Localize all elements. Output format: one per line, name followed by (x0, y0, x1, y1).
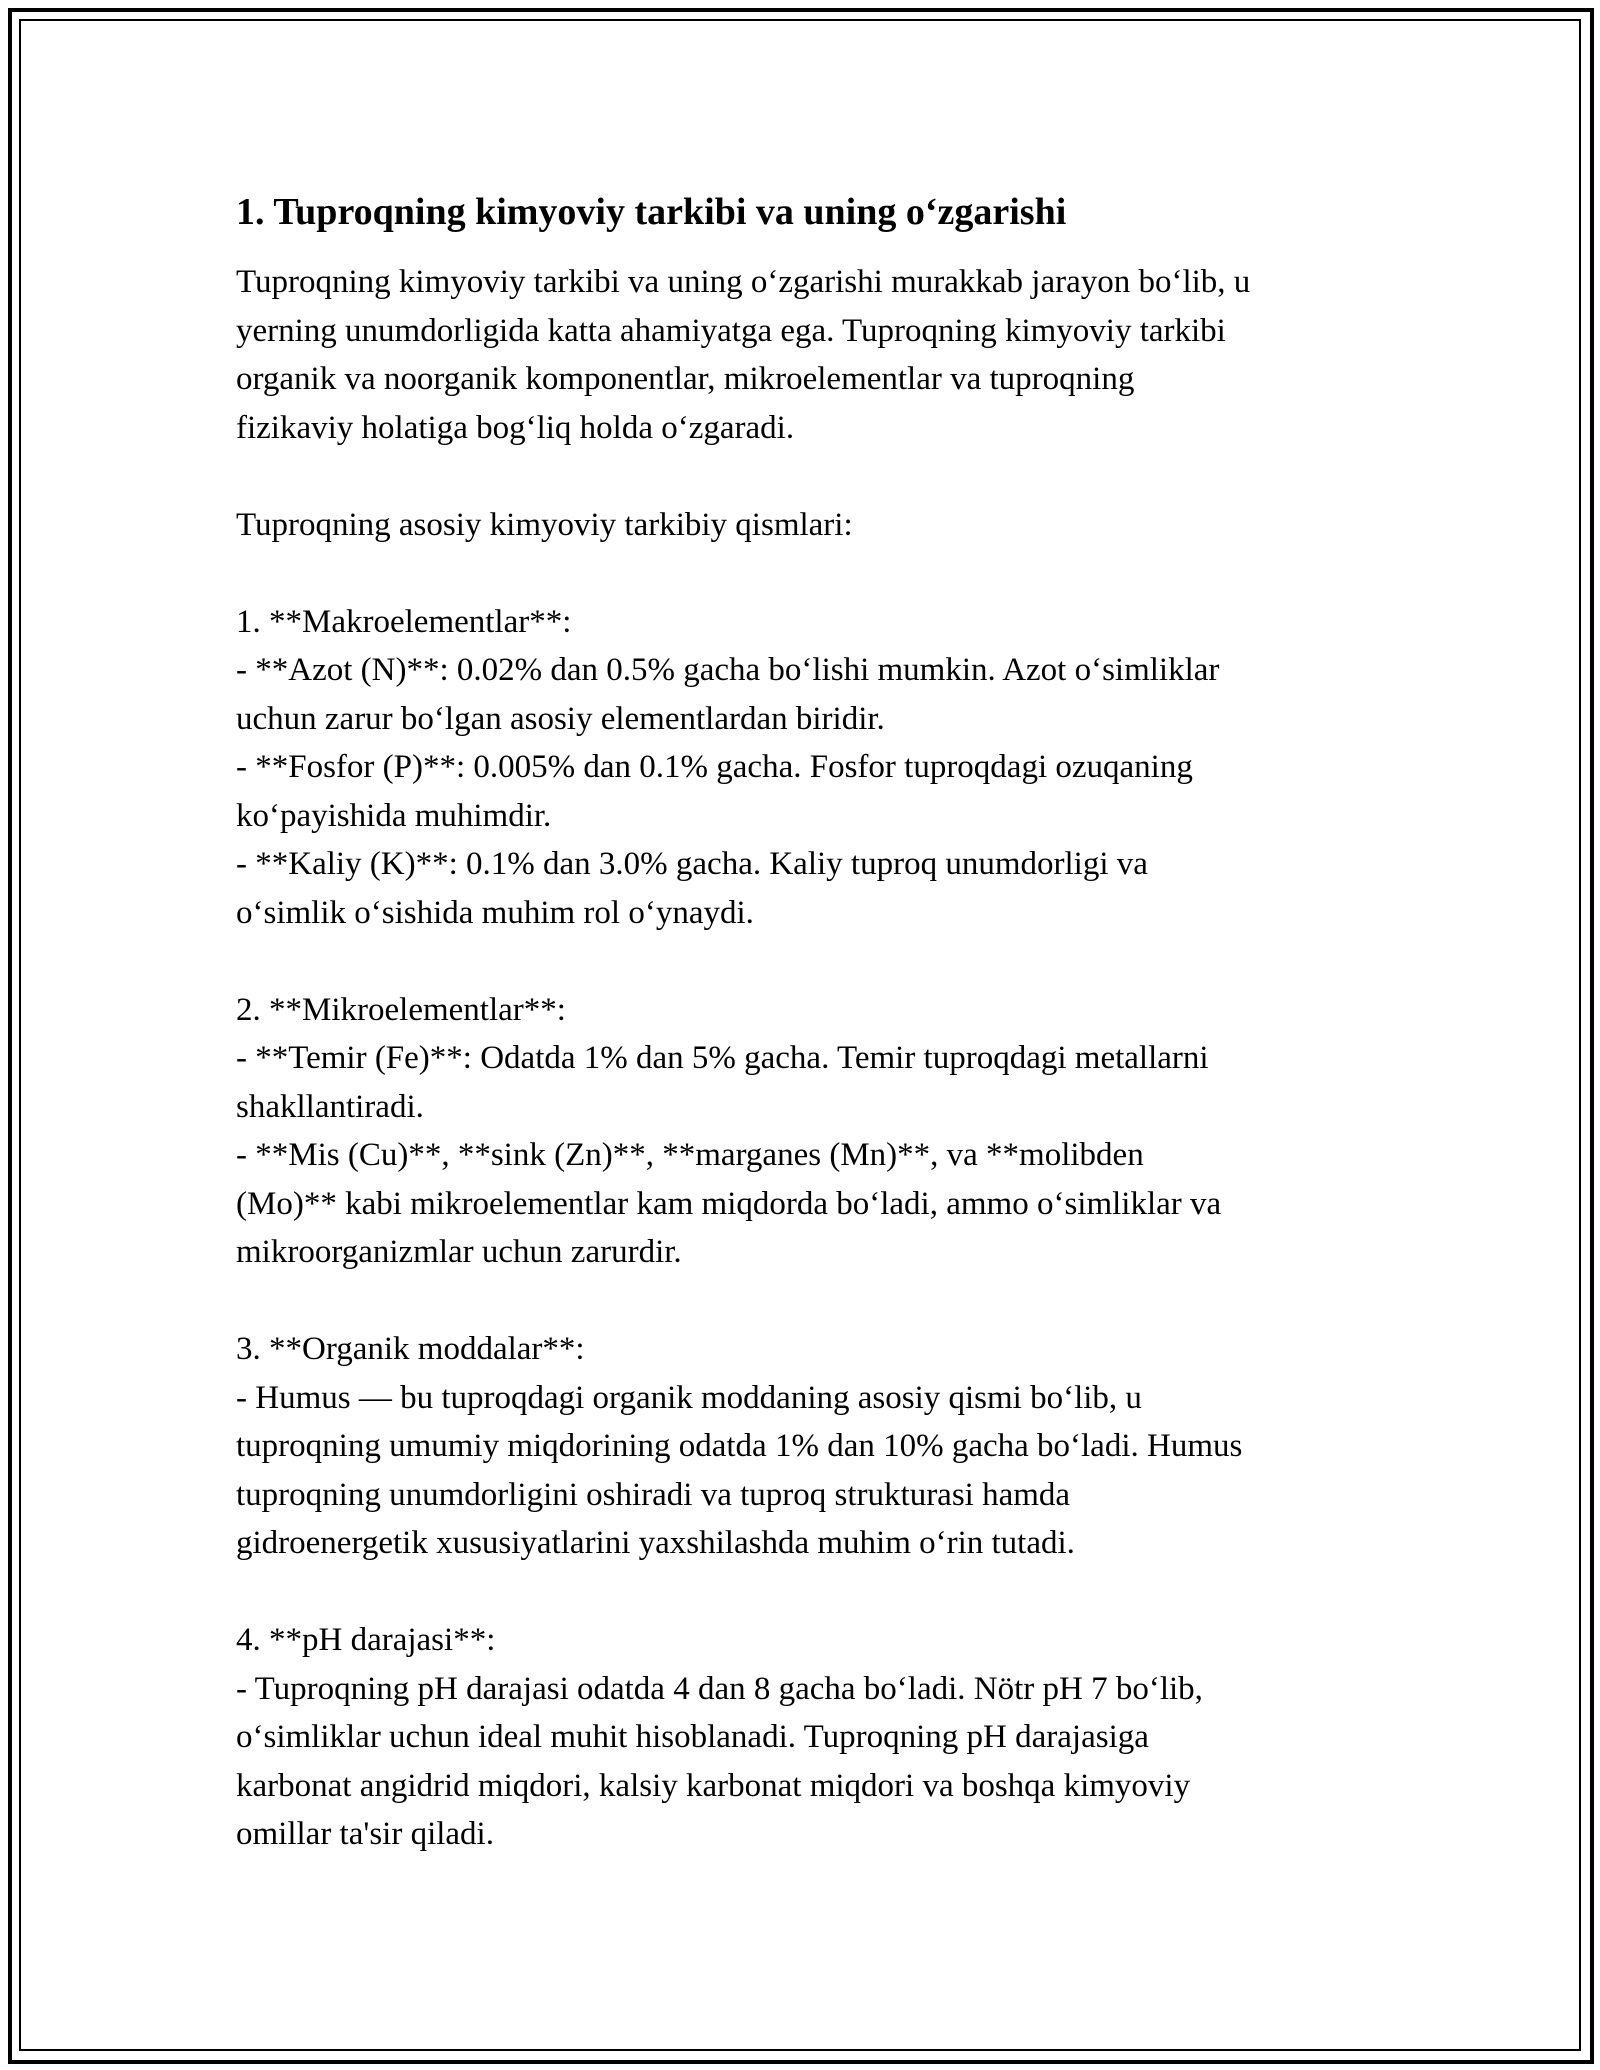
document-heading: 1. Tuproqning kimyoviy tarkibi va uning o‘zgarishi (236, 191, 1067, 233)
list-item: - Tuproqning pH darajasi odatda 4 dan 8 gacha bo‘ladi. Nötr pH 7 bo‘lib, o‘simliklar uchun ideal muhit hisoblanadi. Tuproqning pH darajasiga karbonat angidrid miqdori, kalsiy karbonat miqdori va boshqa kimyoviy omillar ta'sir qiladi. (236, 1670, 1203, 1852)
intro-paragraph: Tuproqning kimyoviy tarkibi va uning o‘zgarishi murakkab jarayon bo‘lib, u yerning unumdorligida katta ahamiyatga ega. Tuproqning kimyoviy tarkibi organik va noorganik komponentlar, mikroelementlar va tuproqning fizikaviy holatiga bog‘liq holda o‘zgaradi. (236, 264, 1251, 446)
section-title: 1. **Makroelementlar**: (236, 603, 572, 640)
list-item: - **Azot (N)**: 0.02% dan 0.5% gacha bo‘lishi mumkin. Azot o‘simliklar uchun zarur bo‘lgan asosiy elementlardan biridir. (236, 652, 1220, 737)
paragraph-spacer (236, 1568, 1386, 1617)
list-item: - **Fosfor (P)**: 0.005% dan 0.1% gacha. Fosfor tuproqdagi ozuqaning ko‘payishida muhimdir. (236, 749, 1193, 834)
paragraph-spacer (236, 452, 1386, 501)
paragraph-spacer (236, 1277, 1386, 1326)
document-body (236, 186, 1386, 1859)
section-title: 3. **Organik moddalar**: (236, 1331, 585, 1367)
components-subheading: Tuproqning asosiy kimyoviy tarkibiy qismlari: (236, 506, 853, 543)
section-macroelements (236, 598, 1386, 938)
section-title: 2. **Mikroelementlar**: (236, 991, 566, 1028)
paragraph-spacer (236, 937, 1386, 986)
list-item: - **Mis (Cu)**, **sink (Zn)**, **marganes (Mn)**, va **molibden (Mo)** kabi mikroelementlar kam miqdorda bo‘ladi, ammo o‘simliklar va mikroorganizmlar uchun zarurdir. (236, 1137, 1222, 1270)
list-item: - **Temir (Fe)**: Odatda 1% dan 5% gacha. Temir tuproqdagi metallarni shakllantiradi. (236, 1040, 1209, 1125)
section-organic-matter (236, 1325, 1386, 1568)
list-item: - **Kaliy (K)**: 0.1% dan 3.0% gacha. Kaliy tuproq unumdorligi va o‘simlik o‘sishida muhim rol o‘ynaydi. (236, 846, 1148, 931)
section-microelements (236, 986, 1386, 1277)
paragraph-spacer (236, 549, 1386, 598)
section-ph-level (236, 1616, 1386, 1859)
list-item: - Humus — bu tuproqdagi organik moddaning asosiy qismi bo‘lib, u tuproqning umumiy miqdorining odatda 1% dan 10% gacha bo‘ladi. Humus tuproqning unumdorligini oshiradi va tuproq strukturasi hamda gidroenergetik xususiyatlarini yaxshilashda muhim o‘rin tutadi. (236, 1379, 1243, 1561)
section-title: 4. **pH darajasi**: (236, 1622, 496, 1658)
